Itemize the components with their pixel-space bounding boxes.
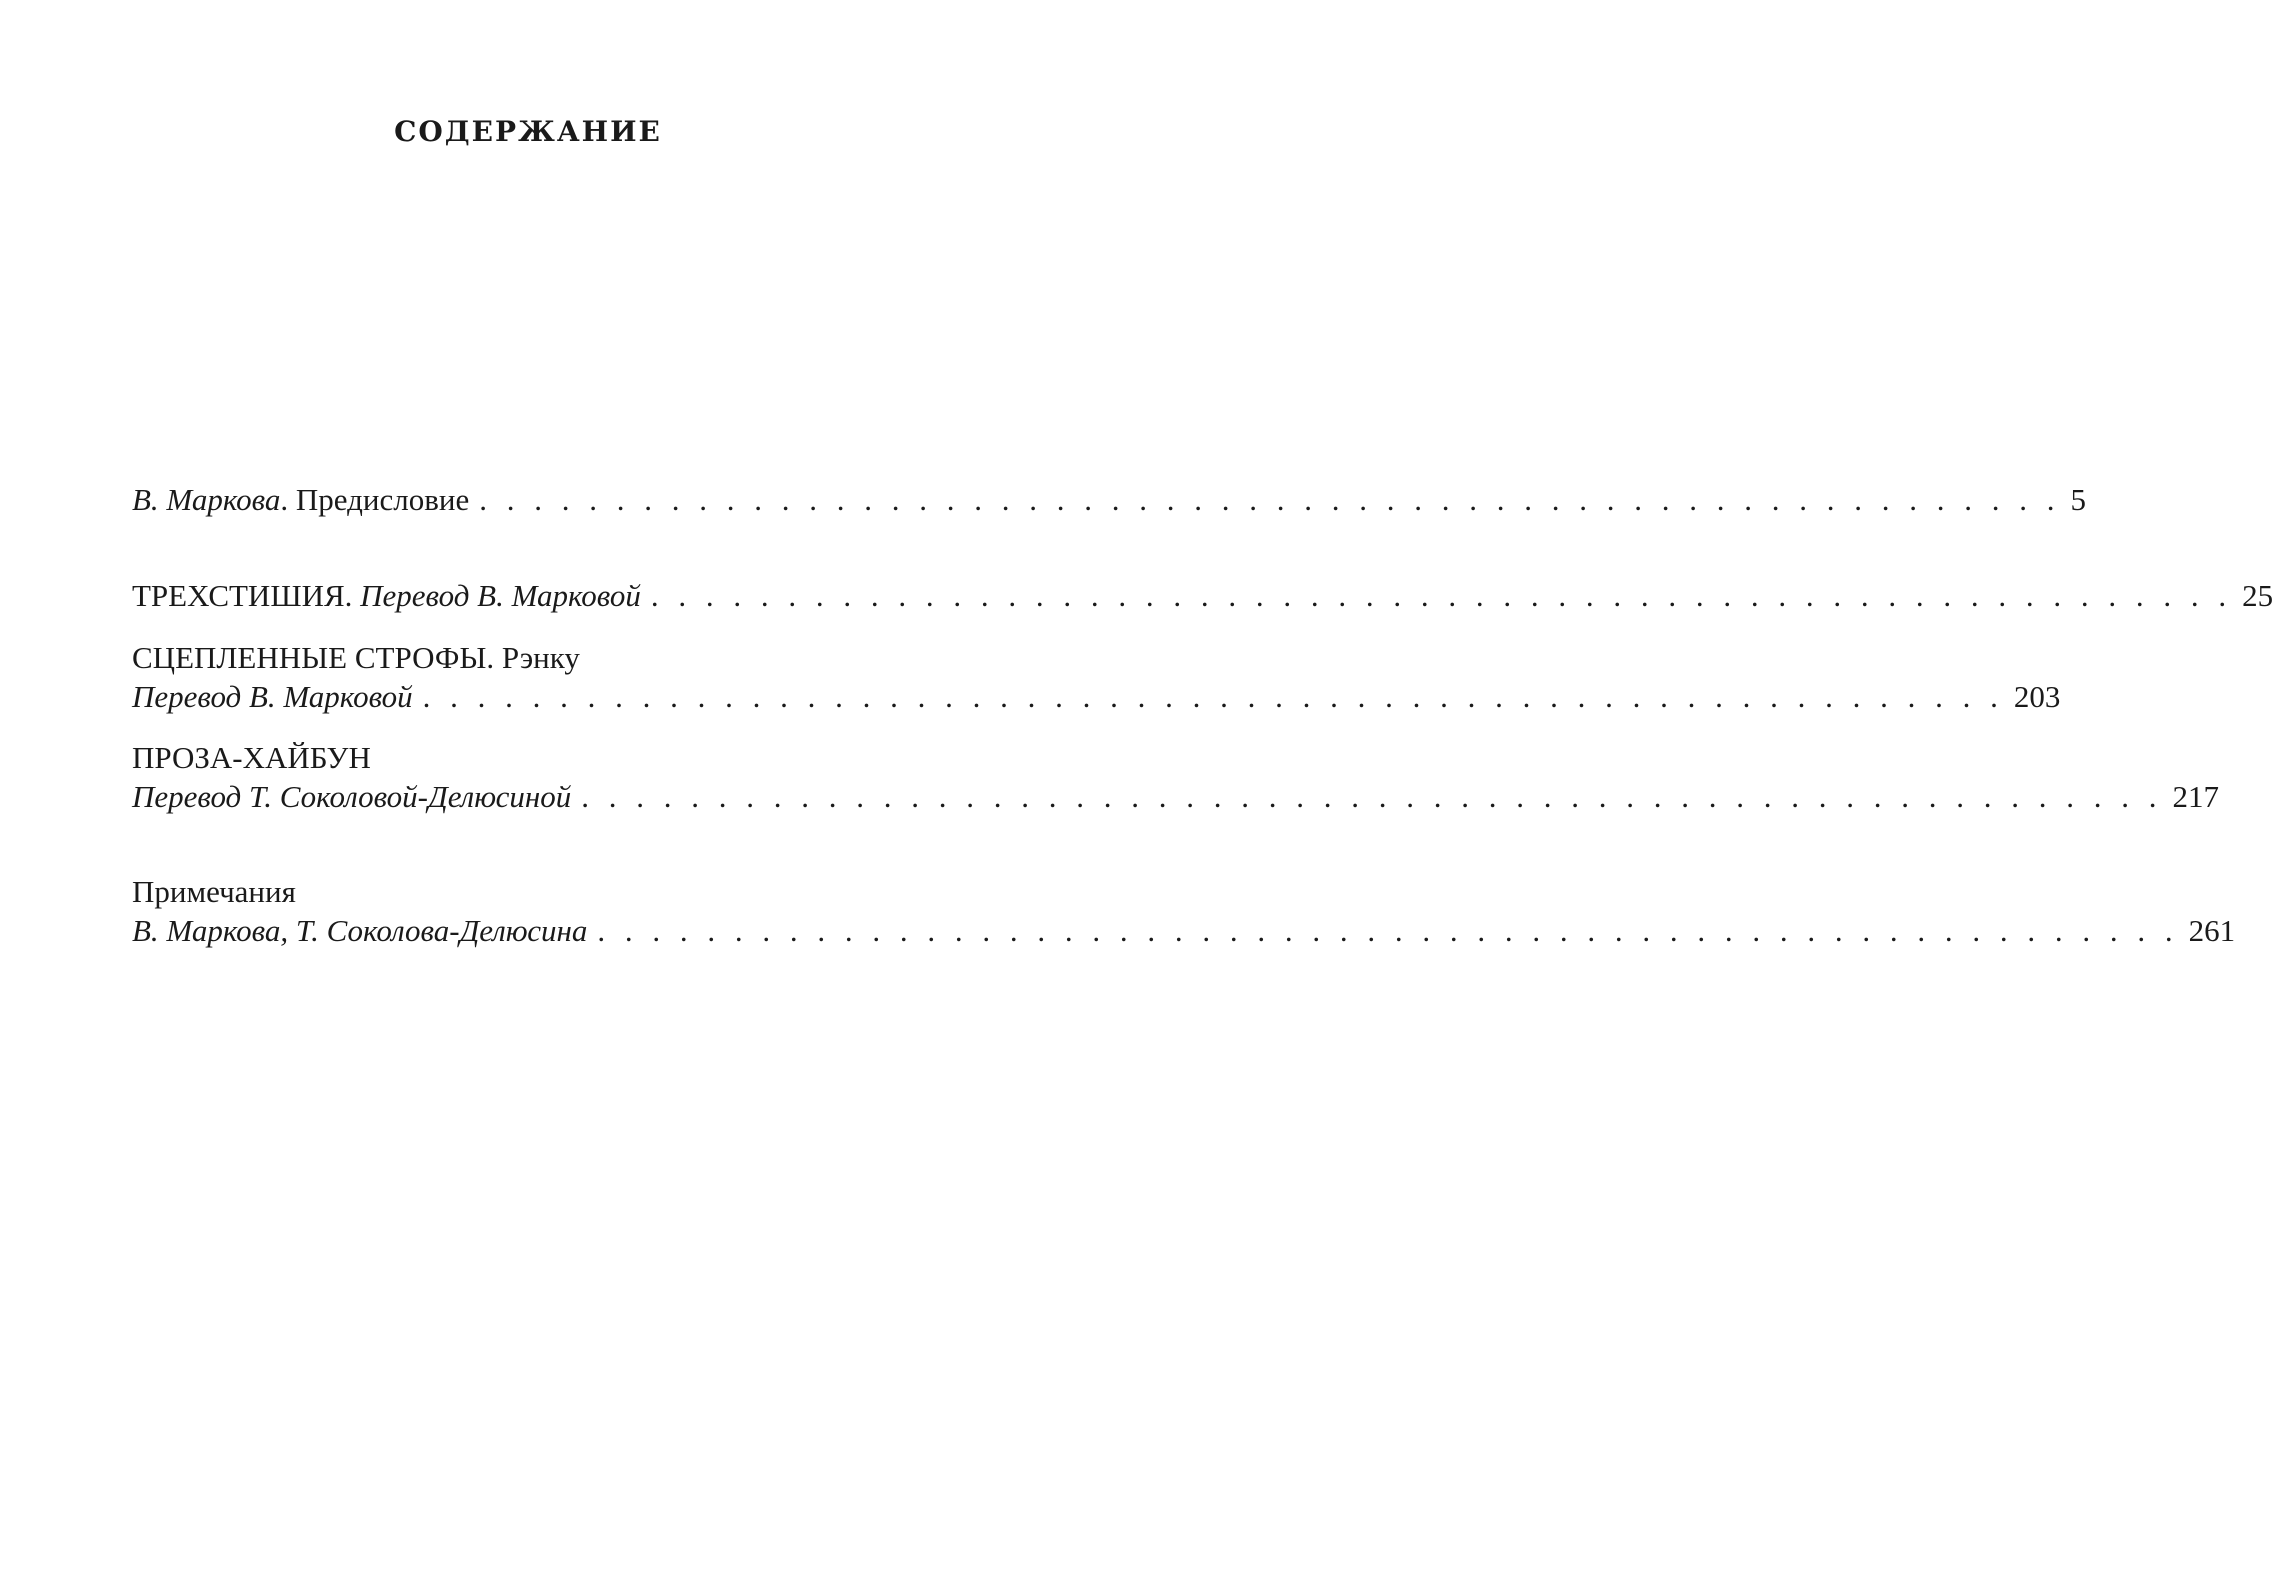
- toc-entry-linked-verses[interactable]: [132, 677, 2061, 717]
- toc-entry-haibun[interactable]: [132, 777, 2220, 817]
- toc-entry-heading: Примечания: [132, 874, 296, 909]
- toc-entry-label: [132, 576, 641, 616]
- toc-entry-notes[interactable]: [132, 911, 2236, 951]
- toc-entry-label: [132, 480, 469, 520]
- dot-leader: . . . . . . . . . . . . . . . . . . . . . . . . . . . . . . . . . . . . . . . . . . . . . . . . . . . . . . . . . .: [422, 679, 2004, 714]
- toc-entry-translator: Перевод В. Марковой: [360, 578, 641, 613]
- toc-entry-author: В. Маркова: [132, 482, 281, 517]
- toc-entry-preface[interactable]: [132, 480, 2086, 520]
- dot-leader: . . . . . . . . . . . . . . . . . . . . . . . . . . . . . . . . . . . . . . . . . . . . . . . . . . . . . . . . . .: [597, 913, 2179, 948]
- toc-entry-separator: .: [344, 578, 361, 613]
- toc-entry-separator: .: [280, 482, 296, 517]
- dot-leader: . . . . . . . . . . . . . . . . . . . . . . . . . . . . . . . . . . . . . . . . . . . . . . . . . . . . . . . . . .: [581, 779, 2163, 814]
- toc-entry-page-number: 203: [2013, 679, 2061, 714]
- toc-entry-page-number: 261: [2188, 913, 2236, 948]
- toc-entry-title: Предисловие: [295, 482, 470, 517]
- toc-entry-translator: Перевод Т. Соколовой-Делюсиной: [132, 779, 572, 814]
- toc-entry-heading: ТРЕХСТИШИЯ: [132, 578, 345, 613]
- toc-entry-page-number: 217: [2172, 779, 2220, 814]
- toc-entry-tercets[interactable]: [132, 576, 2273, 616]
- dot-leader: . . . . . . . . . . . . . . . . . . . . . . . . . . . . . . . . . . . . . . . . . . . . . . . . . . . . . . . . . .: [479, 482, 2061, 517]
- page-title: СОДЕРЖАНИЕ: [394, 115, 662, 148]
- toc-entry-translator: Перевод В. Марковой: [132, 679, 413, 714]
- toc-entry-page-number: 5: [2070, 482, 2086, 517]
- toc-entry-heading: СЦЕПЛЕННЫЕ СТРОФЫ. Рэнку: [132, 640, 580, 675]
- toc-entry-heading: ПРОЗА-ХАЙБУН: [132, 740, 371, 775]
- toc-entry-page-number: 25: [2242, 578, 2273, 613]
- toc-entry-translator: В. Маркова, Т. Соколова-Делюсина: [132, 913, 588, 948]
- dot-leader: . . . . . . . . . . . . . . . . . . . . . . . . . . . . . . . . . . . . . . . . . . . . . . . . . . . . . . . . . .: [650, 578, 2233, 613]
